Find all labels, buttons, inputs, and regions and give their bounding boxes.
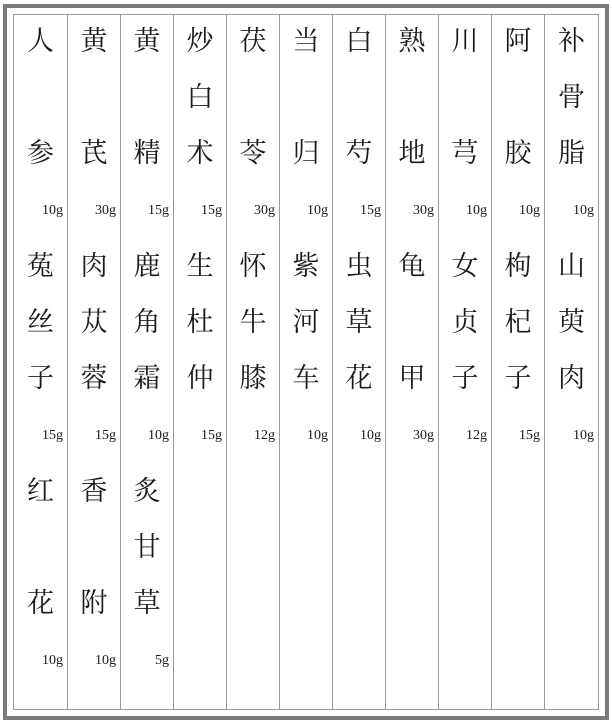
- herb-name-glyph: 菟: [27, 251, 54, 282]
- herb-name-glyph: 肉: [80, 251, 108, 282]
- herb-name-glyph: 附: [80, 588, 108, 619]
- herb-name-glyph: 杜: [186, 307, 214, 338]
- herb-dose: 10g: [466, 203, 487, 218]
- herb-name-glyph: 子: [27, 363, 54, 394]
- herb-dose: 10g: [307, 428, 328, 443]
- herb-name-glyph: 地: [398, 138, 426, 169]
- herb-dose: 15g: [42, 428, 63, 443]
- herb-name-glyph: 黄: [80, 26, 108, 57]
- herb-column: [386, 15, 439, 709]
- herb-name-glyph: 苁: [80, 307, 108, 338]
- herb-name-glyph: 山: [558, 251, 585, 282]
- herb-name-glyph: 生: [186, 251, 214, 282]
- herb-name-glyph: 炒: [186, 26, 214, 57]
- herb-name-glyph: 熟: [398, 26, 426, 57]
- herb-name-glyph: 归: [292, 138, 320, 169]
- herb-name-glyph: 牛: [239, 307, 267, 338]
- herb-dose: 30g: [95, 203, 116, 218]
- herb-name-glyph: 草: [345, 307, 373, 338]
- herb-dose: 10g: [307, 203, 328, 218]
- prescription-frame: [3, 4, 609, 720]
- herb-column: [174, 15, 227, 709]
- herb-column: [14, 15, 68, 709]
- herb-dose: 10g: [573, 428, 594, 443]
- herb-dose: 10g: [519, 203, 540, 218]
- herb-dose: 15g: [201, 428, 222, 443]
- herb-column: [227, 15, 280, 709]
- herb-name-glyph: 骨: [558, 82, 585, 113]
- herb-dose: 15g: [148, 203, 169, 218]
- herb-name-glyph: 白: [345, 26, 373, 57]
- herb-name-glyph: 枸: [504, 251, 532, 282]
- herb-dose: 10g: [95, 653, 116, 668]
- herb-name-glyph: 虫: [345, 251, 373, 282]
- herb-name-glyph: 紫: [292, 251, 320, 282]
- herb-column: [121, 15, 174, 709]
- herb-name-glyph: 蓉: [80, 363, 108, 394]
- herb-column: [280, 15, 333, 709]
- herb-name-glyph: 芪: [80, 138, 108, 169]
- herb-dose: 15g: [95, 428, 116, 443]
- herb-name-glyph: 车: [292, 363, 320, 394]
- herb-name-glyph: 女: [451, 251, 479, 282]
- herb-name-glyph: 当: [292, 26, 320, 57]
- herb-name-glyph: 人: [27, 26, 54, 57]
- herb-name-glyph: 阿: [504, 26, 532, 57]
- herb-dose: 15g: [201, 203, 222, 218]
- herb-dose: 12g: [254, 428, 275, 443]
- prescription-table: [13, 14, 599, 710]
- herb-name-glyph: 脂: [558, 138, 585, 169]
- herb-name-glyph: 鹿: [133, 251, 161, 282]
- herb-name-glyph: 怀: [239, 251, 267, 282]
- herb-dose: 15g: [519, 428, 540, 443]
- herb-name-glyph: 黄: [133, 26, 161, 57]
- herb-name-glyph: 甲: [398, 363, 426, 394]
- herb-name-glyph: 芎: [451, 138, 479, 169]
- herb-name-glyph: 香: [80, 476, 108, 507]
- herb-name-glyph: 茯: [239, 26, 267, 57]
- herb-name-glyph: 白: [186, 82, 214, 113]
- herb-dose: 10g: [148, 428, 169, 443]
- herb-name-glyph: 子: [451, 363, 479, 394]
- herb-name-glyph: 参: [27, 138, 54, 169]
- herb-dose: 30g: [413, 428, 434, 443]
- herb-dose: 30g: [413, 203, 434, 218]
- herb-name-glyph: 红: [27, 476, 54, 507]
- herb-name-glyph: 肉: [558, 363, 585, 394]
- herb-column: [439, 15, 492, 709]
- herb-name-glyph: 花: [27, 588, 54, 619]
- herb-dose: 10g: [42, 653, 63, 668]
- herb-name-glyph: 芍: [345, 138, 373, 169]
- herb-name-glyph: 术: [186, 138, 214, 169]
- herb-name-glyph: 贞: [451, 307, 479, 338]
- herb-dose: 5g: [155, 653, 169, 668]
- herb-name-glyph: 仲: [186, 363, 214, 394]
- herb-name-glyph: 精: [133, 138, 161, 169]
- herb-name-glyph: 膝: [239, 363, 267, 394]
- herb-name-glyph: 花: [345, 363, 373, 394]
- herb-name-glyph: 子: [504, 363, 532, 394]
- herb-name-glyph: 草: [133, 588, 161, 619]
- herb-name-glyph: 河: [292, 307, 320, 338]
- herb-name-glyph: 炙: [133, 476, 161, 507]
- herb-name-glyph: 胶: [504, 138, 532, 169]
- herb-name-glyph: 杞: [504, 307, 532, 338]
- herb-dose: 12g: [466, 428, 487, 443]
- herb-name-glyph: 甘: [133, 532, 161, 563]
- herb-dose: 10g: [42, 203, 63, 218]
- herb-column: [545, 15, 598, 709]
- herb-name-glyph: 补: [558, 26, 585, 57]
- herb-name-glyph: 苓: [239, 138, 267, 169]
- herb-dose: 10g: [573, 203, 594, 218]
- herb-dose: 15g: [360, 203, 381, 218]
- herb-column: [333, 15, 386, 709]
- herb-name-glyph: 角: [133, 307, 161, 338]
- herb-name-glyph: 川: [451, 26, 479, 57]
- herb-name-glyph: 丝: [27, 307, 54, 338]
- herb-dose: 30g: [254, 203, 275, 218]
- herb-name-glyph: 霜: [133, 363, 161, 394]
- herb-name-glyph: 萸: [558, 307, 585, 338]
- herb-name-glyph: 龟: [398, 251, 426, 282]
- herb-column: [68, 15, 121, 709]
- herb-dose: 10g: [360, 428, 381, 443]
- herb-column: [492, 15, 545, 709]
